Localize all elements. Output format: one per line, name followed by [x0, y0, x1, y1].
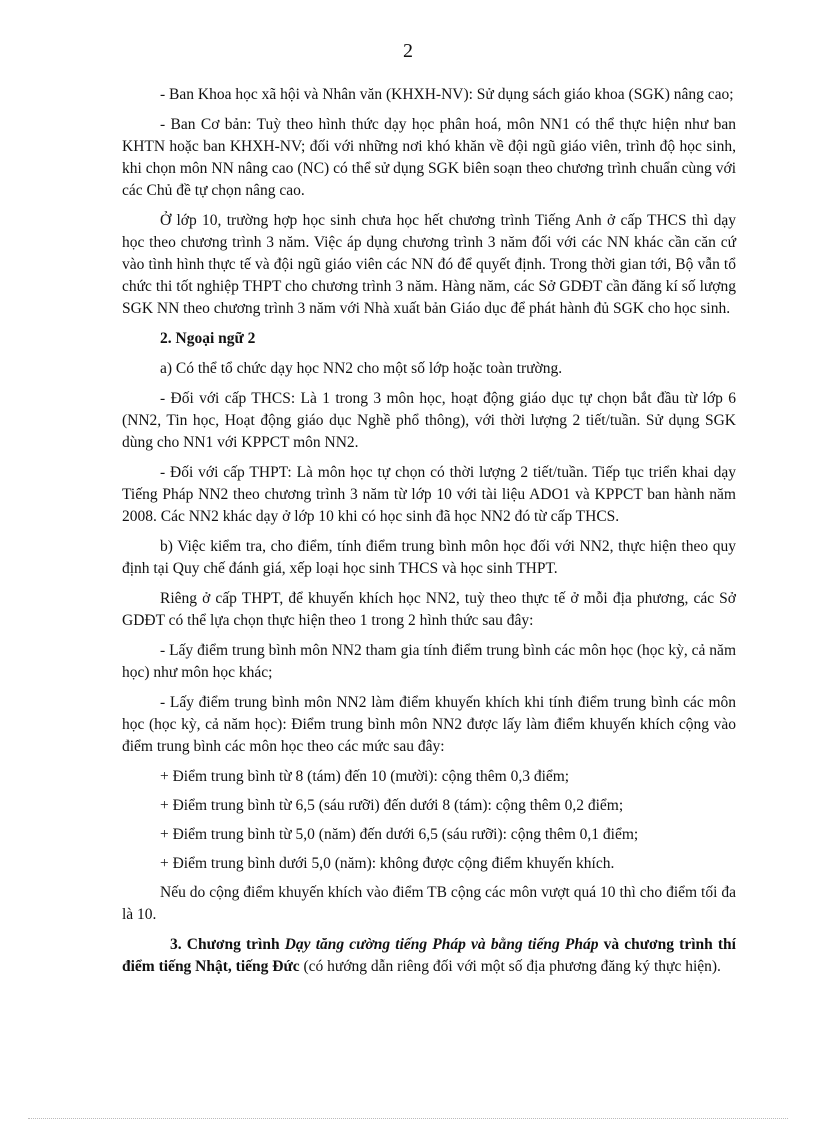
- footer-divider: [28, 1118, 788, 1119]
- paragraph-khxh-nv: - Ban Khoa học xã hội và Nhân văn (KHXH-NV): Sử dụng sách giáo khoa (SGK) nâng cao;: [160, 86, 734, 103]
- paragraph-option-2: - Lấy điểm trung bình môn NN2 làm điểm khuyến khích khi tính điểm trung bình các môn học (học kỳ, cả năm học): Điểm trung bình môn NN2 được lấy làm điểm khuyến khích cộng vào điểm trung bình các môn học theo các mức sau đây:: [122, 694, 736, 755]
- bonus-item: + Điểm trung bình từ 6,5 (sáu rưỡi) đến dưới 8 (tám): cộng thêm 0,2 điểm;: [160, 797, 624, 814]
- paragraph-thcs: - Đối với cấp THCS: Là 1 trong 3 môn học, hoạt động giáo dục tự chọn bắt đầu từ lớp 6 (NN2, Tin học, Hoạt động giáo dục Nghề phổ thông), với thời lượng 2 tiết/tuần. Sử dụng SGK dùng cho NN1 với KPPCT môn NN2.: [122, 390, 736, 451]
- bonus-item: + Điểm trung bình dưới 5,0 (năm): không được cộng điểm khuyến khích.: [160, 855, 615, 872]
- paragraph-thpt: - Đối với cấp THPT: Là môn học tự chọn có thời lượng 2 tiết/tuần. Tiếp tục triển khai dạy Tiếng Pháp NN2 theo chương trình 3 năm từ lớp 10 với tài liệu ADO1 và KPPCT ban hành năm 2008. Các NN2 khác dạy ở lớp 10 khi có học sinh đã học NN2 đó từ cấp THCS.: [122, 464, 736, 525]
- section-3-heading: [122, 934, 736, 978]
- section-3-suffix: (có hướng dẫn riêng đối với một số địa phương đăng ký thực hiện).: [299, 958, 721, 975]
- bonus-item: + Điểm trung bình từ 8 (tám) đến 10 (mười): cộng thêm 0,3 điểm;: [160, 768, 570, 785]
- paragraph-option-1: - Lấy điểm trung bình môn NN2 tham gia tính điểm trung bình các môn học (học kỳ, cả năm học) như môn học khác;: [122, 642, 736, 681]
- paragraph-closing: Nếu do cộng điểm khuyến khích vào điểm TB cộng các môn vượt quá 10 thì cho điểm tối đa là 10.: [122, 884, 736, 923]
- document-body: [122, 84, 736, 986]
- paragraph-lop-10: Ở lớp 10, trường hợp học sinh chưa học hết chương trình Tiếng Anh ở cấp THCS thì dạy học theo chương trình 3 năm. Việc áp dụng chương trình 3 năm đối với các NN khác cần căn cứ vào tình hình thực tế và đội ngũ giáo viên các NN đó để quyết định. Trong thời gian tới, Bộ vẫn tổ chức thi tốt nghiệp THPT cho chương trình 3 năm. Hàng năm, các Sở GDĐT cần đăng kí số lượng SGK NN theo chương trình 3 năm với Nhà xuất bản Giáo dục để phát hành đủ SGK cho học sinh.: [122, 212, 736, 317]
- section-3-italic-title: Dạy tăng cường tiếng Pháp và bằng tiếng Pháp: [284, 936, 599, 953]
- paragraph-rieng-thpt: Riêng ở cấp THPT, để khuyến khích học NN2, tuỳ theo thực tế ở mỗi địa phương, các Sở GDĐT có thể lựa chọn thực hiện theo 1 trong 2 hình thức sau đây:: [122, 590, 736, 629]
- section-2-heading: 2. Ngoại ngữ 2: [160, 330, 256, 347]
- bonus-item: + Điểm trung bình từ 5,0 (năm) đến dưới 6,5 (sáu rưỡi): cộng thêm 0,1 điểm;: [160, 826, 639, 843]
- paragraph-ban-co-ban: - Ban Cơ bản: Tuỳ theo hình thức dạy học phân hoá, môn NN1 có thể thực hiện như ban KHTN hoặc ban KHXH-NV; đối với những nơi khó khăn về đội ngũ giáo viên, trình độ học sinh, khi chọn môn NN nâng cao (NC) có thể sử dụng SGK biên soạn theo chương trình chuẩn cùng với các Chủ đề tự chọn nâng cao.: [122, 116, 736, 199]
- paragraph-2b: b) Việc kiểm tra, cho điểm, tính điểm trung bình môn học đối với NN2, thực hiện theo quy định tại Quy chế đánh giá, xếp loại học sinh THCS và học sinh THPT.: [122, 538, 736, 577]
- section-3-prefix: 3. Chương trình: [170, 936, 285, 953]
- section-3-bold-middle: và chương trình thí điểm tiếng Nhật, tiếng Đức: [122, 936, 736, 975]
- paragraph-2a: a) Có thể tổ chức dạy học NN2 cho một số lớp hoặc toàn trường.: [160, 360, 563, 377]
- page-number: 2: [403, 40, 413, 62]
